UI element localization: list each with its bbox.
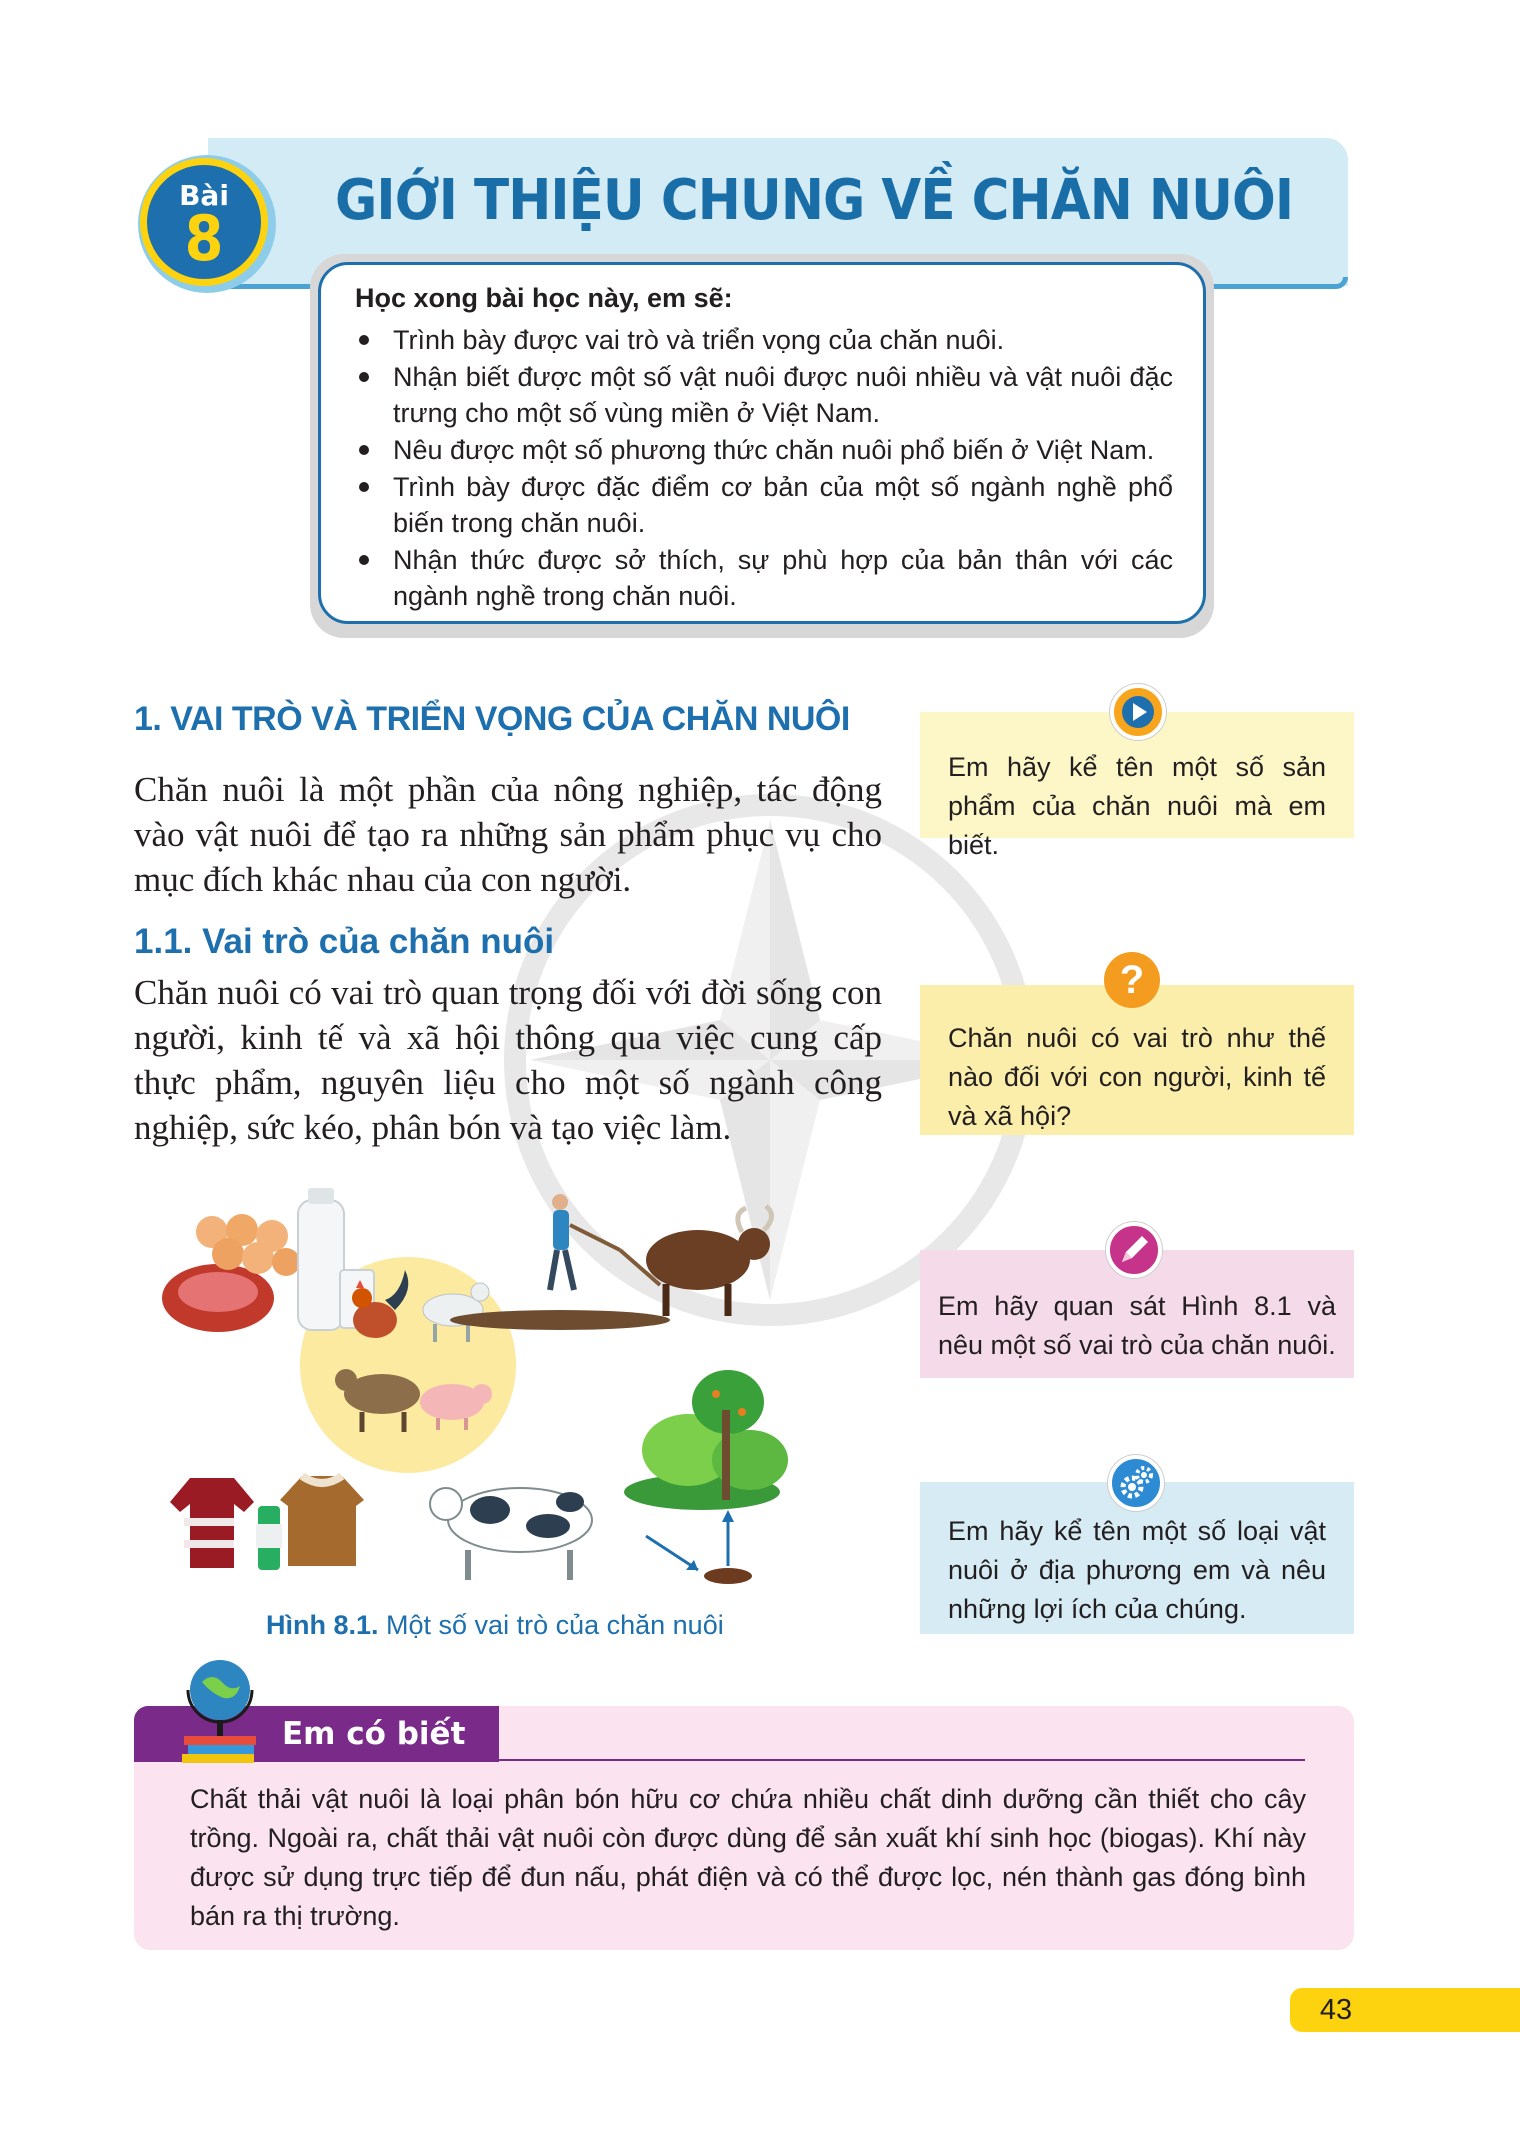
figure-caption-label: Hình 8.1. — [266, 1610, 379, 1640]
play-icon — [1110, 684, 1166, 740]
subsection-text: Chăn nuôi có vai trò quan trọng đối với đời sống con người, kinh tế và xã hội thông qua việc cung cấp thực phẩm, nguyên liệu cho một số ngành công nghiệp, sức kéo, phân bón và tạo việc làm. — [134, 973, 882, 1147]
section-heading: 1. VAI TRÒ VÀ TRIỂN VỌNG CỦA CHĂN NUÔI — [134, 700, 850, 738]
question-box: Chăn nuôi có vai trò như thế nào đối với con người, kinh tế và xã hội? — [920, 985, 1354, 1135]
objectives-box — [318, 262, 1206, 624]
page-title: GIỚI THIỆU CHUNG VỀ CHĂN NUÔI — [335, 168, 1294, 233]
gear-icon — [1108, 1455, 1164, 1511]
objective-item: Nêu được một số phương thức chăn nuôi phổ biến ở Việt Nam. — [355, 432, 1173, 468]
objective-item: Nhận thức được sở thích, sự phù hợp của bản thân với các ngành nghề trong chăn nuôi. — [355, 542, 1173, 614]
subsection-heading: 1.1. Vai trò của chăn nuôi — [134, 922, 555, 961]
did-you-know-rule — [499, 1759, 1305, 1761]
figure-livestock-roles — [150, 1180, 830, 1610]
globe-books-icon — [180, 1652, 260, 1764]
figure-caption — [266, 1610, 724, 1641]
objectives-list — [355, 322, 1173, 614]
figure-caption-text: Một số vai trò của chăn nuôi — [378, 1610, 724, 1640]
meat-eggs-illustration — [162, 1214, 300, 1332]
objectives-title: Học xong bài học này, em sẽ: — [355, 283, 733, 313]
page-number: 43 — [1319, 1994, 1353, 2026]
question-icon: ? — [1104, 952, 1160, 1008]
objective-item: Trình bày được vai trò và triển vọng của chăn nuôi. — [355, 322, 1173, 358]
section-intro: Chăn nuôi là một phần của nông nghiệp, tác động vào vật nuôi để tạo ra những sản phẩm phục vụ cho mục đích khác nhau của con người. — [134, 770, 882, 899]
pencil-icon — [1106, 1222, 1162, 1278]
dairy-cow-illustration — [430, 1488, 592, 1580]
clothing-illustration — [170, 1476, 364, 1570]
lesson-badge-number: 8 — [184, 202, 224, 275]
objective-item: Trình bày được đặc điểm cơ bản của một số ngành nghề phổ biến trong chăn nuôi. — [355, 469, 1173, 541]
start-activity-box: Em hãy kể tên một số sản phẩm của chăn nuôi mà em biết. — [920, 712, 1354, 838]
tree-fertilizer-illustration — [624, 1370, 788, 1584]
lesson-badge — [140, 158, 268, 286]
observe-activity-box: Em hãy quan sát Hình 8.1 và nêu một số vai trò của chăn nuôi. — [920, 1250, 1354, 1378]
did-you-know-text: Chất thải vật nuôi là loại phân bón hữu cơ chứa nhiều chất dinh dưỡng cần thiết cho cây trồng. Ngoài ra, chất thải vật nuôi còn được dùng để sản xuất khí sinh học (biogas). Khí này được sử dụng trực tiếp để đun nấu, phát điện và có thể được lọc, nén thành gas đóng bình bán ra thị trường. — [190, 1784, 1306, 1931]
apply-activity-box: Em hãy kể tên một số loại vật nuôi ở địa phương em và nêu những lợi ích của chúng. — [920, 1482, 1354, 1634]
did-you-know-title: Em có biết — [282, 1716, 466, 1752]
lesson-badge-word: Bài — [179, 179, 229, 212]
objective-item: Nhận biết được một số vật nuôi được nuôi nhiều và vật nuôi đặc trưng cho một số vùng miền ở Việt Nam. — [355, 359, 1173, 431]
